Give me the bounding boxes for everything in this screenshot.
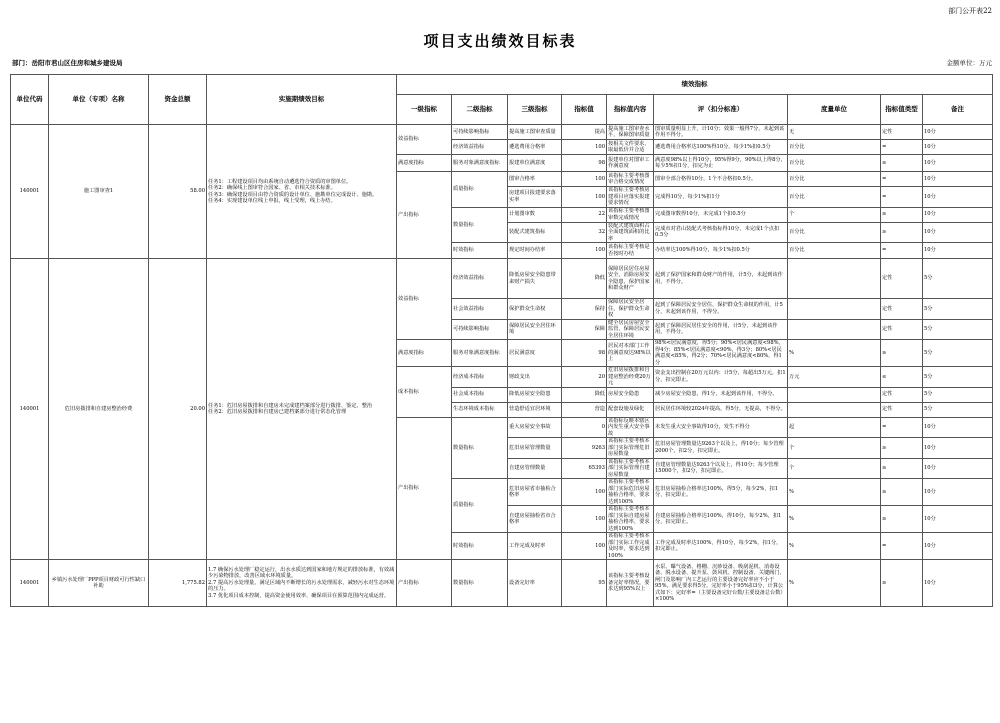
content-cell: 该指标主要考核图审合格交成情况 <box>607 172 654 187</box>
level1-cell: 效益指标 <box>397 259 452 340</box>
level2-cell: 服务对象满意度指标 <box>452 340 508 367</box>
level1-cell: 成本指标 <box>397 367 452 418</box>
note-cell: 10分 <box>923 155 993 172</box>
content-cell: 按相关文件要求，取最低价并合适 <box>607 140 654 155</box>
header-note: 备注 <box>923 95 993 125</box>
note-cell: 10分 <box>923 458 993 479</box>
measure-cell: 万元 <box>788 367 881 388</box>
value-cell: 100 <box>562 243 607 259</box>
value-cell: 100 <box>562 172 607 187</box>
level2-cell: 数量指标 <box>452 560 508 607</box>
eval-cell: 减少房屋安全隐患，得1分，未起到该作用，不得分。 <box>654 387 788 402</box>
total-amount-cell: 58.00 <box>149 125 207 259</box>
level3-cell: 装配式建筑指标 <box>508 222 562 243</box>
note-cell: 5分 <box>923 367 993 388</box>
content-cell: 该指标主要考核本部门实际管理自建房屋数量 <box>607 458 654 479</box>
level2-cell: 经济效益指标 <box>452 259 508 299</box>
header-total: 资金总额 <box>149 75 207 125</box>
content-cell: 报建单位对图审工作满意度 <box>607 155 654 172</box>
level3-cell: 自建房屋抽检省市合格率 <box>508 506 562 533</box>
performance-table <box>10 74 993 607</box>
eval-cell: 起到了保护国家和群众财产的作用，计5分，未起到该作用，不得分。 <box>654 259 788 299</box>
eval-cell: 自建房管理数量达9263个以及上，得10分；每少管理15000个，扣2分，扣完即止。 <box>654 458 788 479</box>
goal-cell: 1.7 确保污水处理厂稳定运行，出水水质达到国家和地方规定的排放标准，有效减少污染物排放，改善区域水环境质量。 2.7 提高污水处理量，满足区域内不断增长的污水处理需求，减轻污水对生态环境的压力。 3.7 优化项目成本控制，提高资金使用效率，确保项目在预算范围内完成运营。 <box>207 560 397 607</box>
level1-cell: 满意度指标 <box>397 340 452 367</box>
level2-cell: 社会效益指标 <box>452 299 508 320</box>
measure-cell: % <box>788 479 881 506</box>
value-cell: 保障 <box>562 319 607 340</box>
measure-cell: 起 <box>788 417 881 438</box>
type-cell: ≥ <box>881 155 923 172</box>
note-cell: 10分 <box>923 479 993 506</box>
project-name-cell: 施工图审查1 <box>49 125 149 259</box>
type-cell: 定性 <box>881 259 923 299</box>
note-cell: 10分 <box>923 417 993 438</box>
value-cell: 100 <box>562 506 607 533</box>
eval-cell: 完成图审数得10分，未完成1个扣0.5分 <box>654 207 788 222</box>
level2-cell: 生态环境成本指标 <box>452 402 508 417</box>
type-cell: ≥ <box>881 479 923 506</box>
table-row <box>11 259 993 299</box>
header-code: 单位代码 <box>11 75 49 125</box>
eval-cell: 图审全部合格得10分，1个不合格扣0.5分。 <box>654 172 788 187</box>
level2-cell: 时效指标 <box>452 533 508 560</box>
content-cell: 健全居民房屋安全监管，保障居民安全居住环境 <box>607 319 654 340</box>
content-cell: 该指标主要考核是否按时办结 <box>607 243 654 259</box>
currency-unit-label: 金额单位：万元 <box>946 59 992 67</box>
note-cell: 5分 <box>923 299 993 320</box>
header-level2: 二级指标 <box>452 95 508 125</box>
type-cell: = <box>881 243 923 259</box>
eval-cell: 工作完成及时率达100%，得10分，每少2%，扣1分，扣完即止。 <box>654 533 788 560</box>
measure-cell <box>788 387 881 402</box>
content-cell: 该指标反映本辖区内发生重大安全事故 <box>607 417 654 438</box>
level3-cell: 财政支出 <box>508 367 562 388</box>
type-cell: ≥ <box>881 458 923 479</box>
level2-cell: 时效指标 <box>452 243 508 259</box>
measure-cell: % <box>788 506 881 533</box>
level3-cell: 规定时间办结率 <box>508 243 562 259</box>
level2-cell: 服务对象满意度指标 <box>452 155 508 172</box>
level2-cell: 经济效益指标 <box>452 140 508 155</box>
measure-cell: 个 <box>788 438 881 459</box>
note-cell: 5分 <box>923 340 993 367</box>
note-cell: 10分 <box>923 125 993 140</box>
department-label: 部门：岳阳市君山区住房和城乡建设局 <box>12 59 123 67</box>
eval-cell: 办结率达100%得10分，每少1%扣0.5分 <box>654 243 788 259</box>
level3-cell: 危旧房屋省市抽检合格率 <box>508 479 562 506</box>
eval-cell: 水泵、曝气设备、格栅、沉砂设备、吸刮泥机、消毒设备、脱水设备、提升泵、鼓风机、控制设备、关键阀门、闸门及影响厂内工艺运行的主要设备完好率应不小于95%，满足要求得5分。完好率小于95%扣3分，计算公式如下：完好率=（主要设备完好台数/主要设备总台数）×100% <box>654 560 788 607</box>
type-cell: = <box>881 417 923 438</box>
note-cell: 10分 <box>923 207 993 222</box>
content-cell: 该指标主要考核本部门实际危旧房屋抽检合格率，要求达到100% <box>607 479 654 506</box>
measure-cell: 百分比 <box>788 155 881 172</box>
value-cell: 20 <box>562 367 607 388</box>
header-value: 指标值 <box>562 95 607 125</box>
type-cell: = <box>881 140 923 155</box>
measure-cell: 百分比 <box>788 243 881 259</box>
value-cell: 100 <box>562 479 607 506</box>
level3-cell: 设备完好率 <box>508 560 562 607</box>
level3-cell: 房建项目报建要求落实率 <box>508 187 562 208</box>
level2-cell: 可持续影响指标 <box>452 319 508 340</box>
content-cell: 该指标主要考核房建项目应落实报建要求情况 <box>607 187 654 208</box>
level3-cell: 图审合格率 <box>508 172 562 187</box>
type-cell: ≥ <box>881 207 923 222</box>
type-cell: 定性 <box>881 125 923 140</box>
header-name: 单位（专项）名称 <box>49 75 149 125</box>
note-cell: 10分 <box>923 140 993 155</box>
value-cell: 65393 <box>562 458 607 479</box>
header-eval: 评（扣分标准） <box>654 95 788 125</box>
total-amount-cell: 20.00 <box>149 259 207 560</box>
type-cell: ≥ <box>881 506 923 533</box>
type-cell: 定性 <box>881 319 923 340</box>
level1-cell: 满意度指标 <box>397 155 452 172</box>
type-cell: ≥ <box>881 560 923 607</box>
eval-cell: 满意度98%以上得10分，95%得9分，90%以上得8分，每少5%扣1分，扣完为止 <box>654 155 788 172</box>
level2-cell: 可持续影响指标 <box>452 125 508 140</box>
measure-cell: 无 <box>788 125 881 140</box>
value-cell: 98 <box>562 340 607 367</box>
eval-cell: 危旧房屋管理数量达9263个以及上，得10分；每少管理2000个，扣2分，扣完即止。 <box>654 438 788 459</box>
level3-cell: 保护群众生命权 <box>508 299 562 320</box>
value-cell: 100 <box>562 187 607 208</box>
project-name-cell: 乡镇污水处理厂PPP项目财政可行性缺口补助 <box>49 560 149 607</box>
eval-cell: 完成得10分，每少1%扣1分 <box>654 187 788 208</box>
level2-cell: 质量指标 <box>452 479 508 533</box>
header-indicators: 绩效指标 <box>397 75 993 95</box>
content-cell: 保障居民安全居住，保护群众生命权 <box>607 299 654 320</box>
note-cell: 5分 <box>923 387 993 402</box>
level3-cell: 居民满意度 <box>508 340 562 367</box>
unit-code-cell: 140001 <box>11 560 49 607</box>
content-cell: 配套设施及绿化 <box>607 402 654 417</box>
header-goal: 实施期绩效目标 <box>207 75 397 125</box>
header-level3: 三级指标 <box>508 95 562 125</box>
note-cell: 10分 <box>923 560 993 607</box>
content-cell: 提高施工图审查水平，保障图审质量 <box>607 125 654 140</box>
eval-cell: 居民居住环境较2024年提高，得5分，无提高，不得分。 <box>654 402 788 417</box>
level3-cell: 提高施工图审查质量 <box>508 125 562 140</box>
content-cell: 保障居民居住房屋安全，消除房屋安全隐患，保护国家和群众财产 <box>607 259 654 299</box>
eval-cell: 图审质量明显上升，计10分；效果一般得7分，未起到该作用不得分。 <box>654 125 788 140</box>
table-body <box>11 125 993 607</box>
note-cell: 5分 <box>923 402 993 417</box>
type-cell: = <box>881 172 923 187</box>
header-measure: 度量单位 <box>788 95 881 125</box>
header-content: 指标值内容 <box>607 95 654 125</box>
goal-cell: 任务1：工程建设项目均由系统自动遴选符合资质的审图单位。 任务2：确保线上图审符合国家、省、市相关技术标准。 任务3：确保建设项目由符合资质的设计单位、施勘单位完成设计、施勘。 任务4：实现建设单位线上申报，线上受理，线上办结。 <box>207 125 397 259</box>
page-title: 项目支出绩效目标表 <box>423 32 577 50</box>
header-level1: 一级指标 <box>397 95 452 125</box>
eval-cell: 未发生重大安全事故得10分，发生不得分 <box>654 417 788 438</box>
eval-cell: 起到了保障居民居住安全的作用，计5分，未起到该作用，不得分。 <box>654 319 788 340</box>
content-cell: 该指标主要考核设备完好率情况，要求达到95%以上 <box>607 560 654 607</box>
type-cell: = <box>881 187 923 208</box>
content-cell: 该指标主要考核本部门实际管理危旧房屋数量 <box>607 438 654 459</box>
table-row <box>11 125 993 140</box>
type-cell: 定性 <box>881 402 923 417</box>
form-number: 部门公开表22 <box>948 7 992 15</box>
measure-cell <box>788 319 881 340</box>
level3-cell: 保障居民安全居住环境 <box>508 319 562 340</box>
measure-cell: 个 <box>788 207 881 222</box>
level3-cell: 自建房管理数量 <box>508 458 562 479</box>
value-cell: 98 <box>562 155 607 172</box>
unit-code-cell: 140001 <box>11 125 49 259</box>
unit-code-cell: 140001 <box>11 259 49 560</box>
type-cell: ≥ <box>881 438 923 459</box>
measure-cell <box>788 299 881 320</box>
total-amount-cell: 1,775.82 <box>149 560 207 607</box>
level2-cell: 社会成本指标 <box>452 387 508 402</box>
level1-cell: 产出指标 <box>397 417 452 560</box>
measure-cell: 百分比 <box>788 172 881 187</box>
measure-cell: % <box>788 533 881 560</box>
value-cell: 32 <box>562 222 607 243</box>
project-name-cell: 危旧房拨排和自建房整治经费 <box>49 259 149 560</box>
eval-cell: 危旧房屋抽检合格率达100%，得5分，每少2%，扣1分，扣完即止。 <box>654 479 788 506</box>
level2-cell: 数量指标 <box>452 207 508 243</box>
note-cell: 5分 <box>923 259 993 299</box>
content-cell: 房屋安全隐患 <box>607 387 654 402</box>
level3-cell: 重大房屋安全事故 <box>508 417 562 438</box>
level3-cell: 营造舒适宜居环境 <box>508 402 562 417</box>
content-cell: 居民对本部门工作的满意度达98%以上 <box>607 340 654 367</box>
level1-cell: 产出指标 <box>397 560 452 607</box>
type-cell: = <box>881 533 923 560</box>
measure-cell: % <box>788 560 881 607</box>
note-cell: 5分 <box>923 319 993 340</box>
level3-cell: 遴选费用合格率 <box>508 140 562 155</box>
note-cell: 10分 <box>923 222 993 243</box>
note-cell: 10分 <box>923 506 993 533</box>
value-cell: 100 <box>562 140 607 155</box>
measure-cell: 百分比 <box>788 187 881 208</box>
level3-cell: 报建单位满意度 <box>508 155 562 172</box>
measure-cell <box>788 402 881 417</box>
content-cell: 装配式建筑面积占全面建筑面积的比率 <box>607 222 654 243</box>
level3-cell: 降低房屋安全隐患带来财产损失 <box>508 259 562 299</box>
measure-cell <box>788 259 881 299</box>
type-cell: 定性 <box>881 387 923 402</box>
measure-cell: 百分比 <box>788 222 881 243</box>
level3-cell: 工作完成及时率 <box>508 533 562 560</box>
eval-cell: 完成市对君山装配式考核指标得10分，未完成1个点扣0.5分 <box>654 222 788 243</box>
eval-cell: 自建房屋抽检合格率达100%，得10分，每少2%，扣1分，扣完即止。 <box>654 506 788 533</box>
content-cell: 该指标主要考核本部门实际工作完成及时率，要求达到100% <box>607 533 654 560</box>
level2-cell: 质量指标 <box>452 172 508 208</box>
type-cell: 定性 <box>881 299 923 320</box>
value-cell: 22 <box>562 207 607 222</box>
value-cell: 9263 <box>562 438 607 459</box>
type-cell: ≥ <box>881 222 923 243</box>
table-row <box>11 560 993 607</box>
type-cell: ≤ <box>881 367 923 388</box>
goal-cell: 任务1：危旧房屋拨排和自建房未完成建档案部分进行拨排、鉴定、整治 任务2：危旧房屋拨排和自建房已建档案部分进行常态化管理 <box>207 259 397 560</box>
note-cell: 10分 <box>923 438 993 459</box>
value-cell: 95 <box>562 560 607 607</box>
content-cell: 危旧房屋拨排和自建房整治经费20万元 <box>607 367 654 388</box>
value-cell: 保持 <box>562 299 607 320</box>
eval-cell: 遴选费用合格率达100%得10分，每少1%扣0.5分 <box>654 140 788 155</box>
level3-cell: 降低房屋安全隐患 <box>508 387 562 402</box>
content-cell: 该指标主要考核本部门实际自建房屋抽检合格率，要求达到100% <box>607 506 654 533</box>
value-cell: 降低 <box>562 259 607 299</box>
value-cell: 降低 <box>562 387 607 402</box>
value-cell: 0 <box>562 417 607 438</box>
level1-cell: 产出指标 <box>397 172 452 259</box>
value-cell: 营造 <box>562 402 607 417</box>
eval-cell: 起到了保障居民安全居住，保护群众生命权的作用，计5分，未起到该作用，不得分。 <box>654 299 788 320</box>
note-cell: 10分 <box>923 187 993 208</box>
note-cell: 10分 <box>923 243 993 259</box>
level1-cell: 效益指标 <box>397 125 452 155</box>
level3-cell: 危旧房屋管理数量 <box>508 438 562 459</box>
level2-cell: 经济成本指标 <box>452 367 508 388</box>
value-cell: 提高 <box>562 125 607 140</box>
level3-cell: 计划图审数 <box>508 207 562 222</box>
content-cell: 该指标主要考核图审数完成情况 <box>607 207 654 222</box>
measure-cell: % <box>788 340 881 367</box>
value-cell: 100 <box>562 533 607 560</box>
level2-cell: 数量指标 <box>452 417 508 479</box>
note-cell: 10分 <box>923 533 993 560</box>
measure-cell: 百分比 <box>788 140 881 155</box>
header-type: 指标值类型 <box>881 95 923 125</box>
eval-cell: 资金支出控制在20万元以内：计5分，每超出5万元，扣1分，扣完即止。 <box>654 367 788 388</box>
measure-cell: 个 <box>788 458 881 479</box>
note-cell: 10分 <box>923 172 993 187</box>
type-cell: ≥ <box>881 340 923 367</box>
eval-cell: 98%<居民满意度，得5分；90%<居民满意度<98%，得4分；85%<居民满意度<90%，得3分；80%<居民满意度<85%，得2分；70%<居民满意度<80%，得1分 <box>654 340 788 367</box>
